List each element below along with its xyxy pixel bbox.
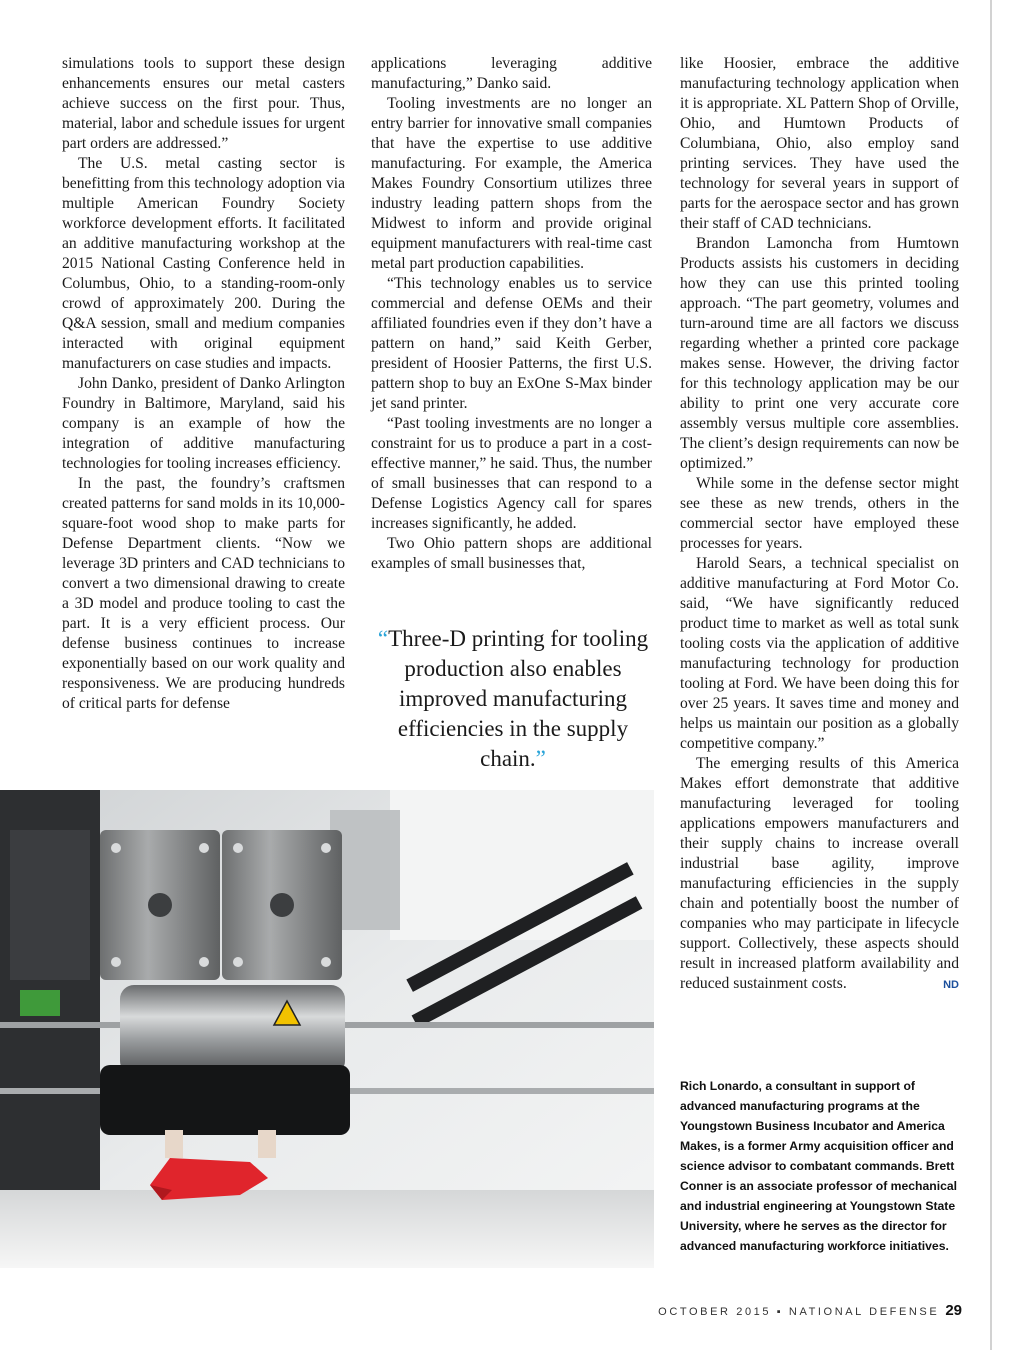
page-edge-bar	[990, 0, 992, 1350]
paragraph: applications leveraging additive manufacturing,” Danko said.	[371, 55, 652, 92]
pull-quote	[374, 624, 652, 774]
paragraph: Harold Sears, a technical specialist on additive manufacturing at Ford Motor Co. said, “We have significantly reduced product time to market as well as total sunk tooling costs via the application of additive manufacturing technology for production tooling at Ford. We have been doing this for over 25 years. It saves time and money and helps us maintain our position as a globally competitive company.”	[680, 555, 959, 752]
article-column-1	[62, 54, 345, 714]
end-mark-logo: ND	[943, 979, 959, 991]
paragraph: like Hoosier, embrace the additive manufacturing technology application when it is appropriate. XL Pattern Shop of Orville, Ohio, and Humtown Products of Columbiana, Ohio, also employ sand printing services. They have used the technology for several years in support of parts for the aerospace sector and has grown their staff of CAD technicians.	[680, 55, 959, 232]
paragraph: While some in the defense sector might see these as new trends, others in the commercial sector have employed these processes for years.	[680, 475, 959, 552]
page-footer	[658, 1302, 962, 1319]
paragraph: Two Ohio pattern shops are additional examples of small businesses that,	[371, 535, 652, 572]
pull-quote-text: Three-D printing for tooling production also enables improved manufacturing efficiencies in the supply chain.	[388, 626, 649, 771]
author-bio: Rich Lonardo, a consultant in support of advanced manufacturing programs at the Youngstown Business Incubator and America Makes, is a former Army acquisition officer and science advisor to combatant commands. Brett Conner is an associate professor of mechanical and industrial engineering at Youngstown State University, where he serves as the director for advanced manufacturing workforce initiatives.	[680, 1079, 958, 1253]
3d-printer-photo	[0, 790, 654, 1268]
article-column-2	[371, 54, 652, 574]
paragraph: In the past, the foundry’s craftsmen created patterns for sand molds in its 10,000-square-foot wood shop to make parts for Defense Department clients. “Now we leverage 3D printers and CAD technicians to convert a two dimensional drawing to create a 3D model and produce tooling to cast the part. It is a very efficient process. Our defense business continues to increase exponentially based on our work quality and responsiveness. We are producing hundreds of critical parts for defense	[62, 475, 345, 712]
open-quote-mark: “	[377, 626, 389, 651]
paragraph: “Past tooling investments are no longer a constraint for us to produce a part in a cost-effective manner,” he said. Thus, the number of small businesses that can respond to a Defense Logistics Agency call for spares increases significantly, he added.	[371, 415, 652, 532]
paragraph: John Danko, president of Danko Arlington Foundry in Baltimore, Maryland, said his company is an example of how the integration of additive manufacturing technologies for tooling increases efficiency.	[62, 375, 345, 472]
paragraph: The U.S. metal casting sector is benefitting from this technology adoption via multiple American Foundry Society workforce development efforts. It facilitated an additive manufacturing workshop at the 2015 National Casting Conference held in Columbus, Ohio, to a standing-room-only crowd of approximately 200. During the Q&A session, small and medium companies interacted with original equipment manufacturers on case studies and impacts.	[62, 155, 345, 372]
paragraph: “This technology enables us to service commercial and defense OEMs and their affiliated foundries even if they don’t have a pattern on hand,” said Keith Gerber, president of Hoosier Patterns, the first U.S. pattern shop to buy an ExOne S-Max binder jet sand printer.	[371, 275, 652, 412]
paragraph: simulations tools to support these design enhancements ensures our metal casters achieve success on the first pour. Thus, material, labor and schedule issues for urgent part orders are addressed.”	[62, 55, 345, 152]
paragraph: Brandon Lamoncha from Humtown Products assists his customers in deciding how they can use this printed tooling approach. “The part geometry, volumes and turn-around time are all factors we discuss regarding whether a printed core package makes sense. However, the driving factor for this technology application may be our ability to print one very accurate core assembly versus multiple core assemblies. The client’s design requirements can now be optimized.”	[680, 235, 959, 472]
paragraph: The emerging results of this America Makes effort demonstrate that additive manufacturing leveraged for tooling applications empowers manufacturers and their supply chains to increase overall industrial base agility, improve manufacturing efficiencies in the supply chain and potentially boost the number of companies who may participate in lifecycle support. Collectively, these aspects should result in increased platform availability and reduced sustainment costs.	[680, 755, 959, 992]
article-column-3	[680, 54, 959, 994]
close-quote-mark: ”	[535, 746, 546, 771]
issue-line: OCTOBER 2015 ▪ NATIONAL DEFENSE	[658, 1306, 940, 1318]
paragraph: Tooling investments are no longer an entry barrier for innovative small companies that have the expertise to use additive manufacturing. For example, the America Makes Foundry Consortium utilizes three industry leading pattern shops from the Midwest to inform and provide original equipment manufacturers with real-time cast metal part production capabilities.	[371, 95, 652, 272]
page-number: 29	[945, 1302, 962, 1319]
